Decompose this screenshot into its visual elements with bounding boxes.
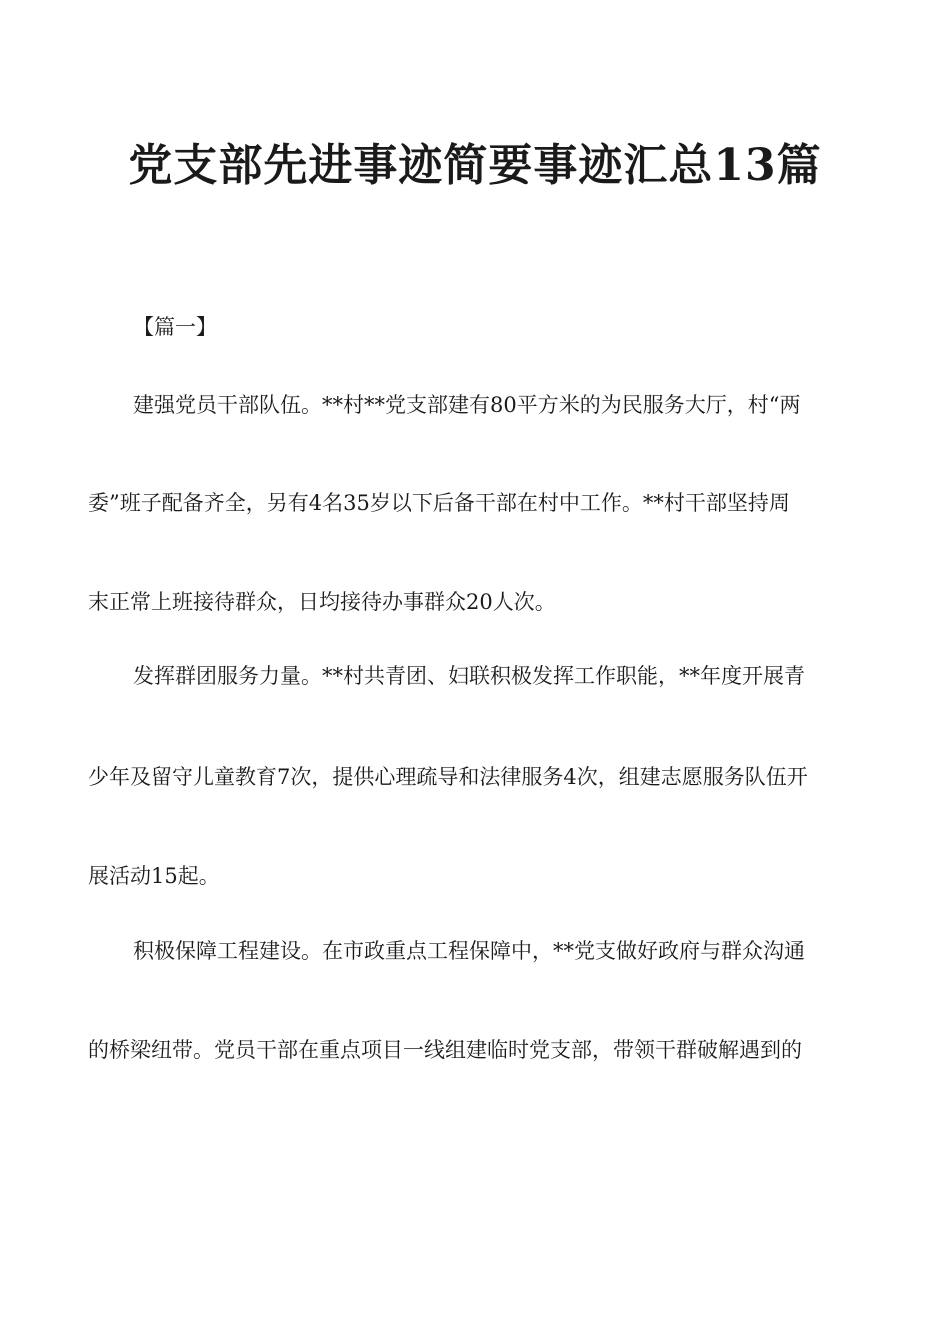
section-heading: 【篇一】 <box>133 315 217 339</box>
document-title: 党支部先进事迹简要事迹汇总13篇 <box>128 140 822 191</box>
paragraph-1-line-1: 建强党员干部队伍。**村**党支部建有80平方米的为民服务大厅，村“两 <box>133 393 801 417</box>
paragraph-3-line-2: 的桥梁纽带。党员干部在重点项目一线组建临时党支部，带领干群破解遇到的 <box>88 1038 802 1062</box>
paragraph-1-line-2: 委”班子配备齐全，另有4名35岁以下后备干部在村中工作。**村干部坚持周 <box>88 491 790 515</box>
paragraph-2-line-3: 展活动15起。 <box>88 864 220 888</box>
paragraph-2-line-2: 少年及留守儿童教育7次，提供心理疏导和法律服务4次，组建志愿服务队伍开 <box>88 765 808 789</box>
paragraph-1-line-3: 末正常上班接待群众，日均接待办事群众20人次。 <box>88 590 556 614</box>
paragraph-2-line-1: 发挥群团服务力量。**村共青团、妇联积极发挥工作职能，**年度开展青 <box>133 664 805 688</box>
paragraph-3-line-1: 积极保障工程建设。在市政重点工程保障中，**党支做好政府与群众沟通 <box>133 939 805 963</box>
